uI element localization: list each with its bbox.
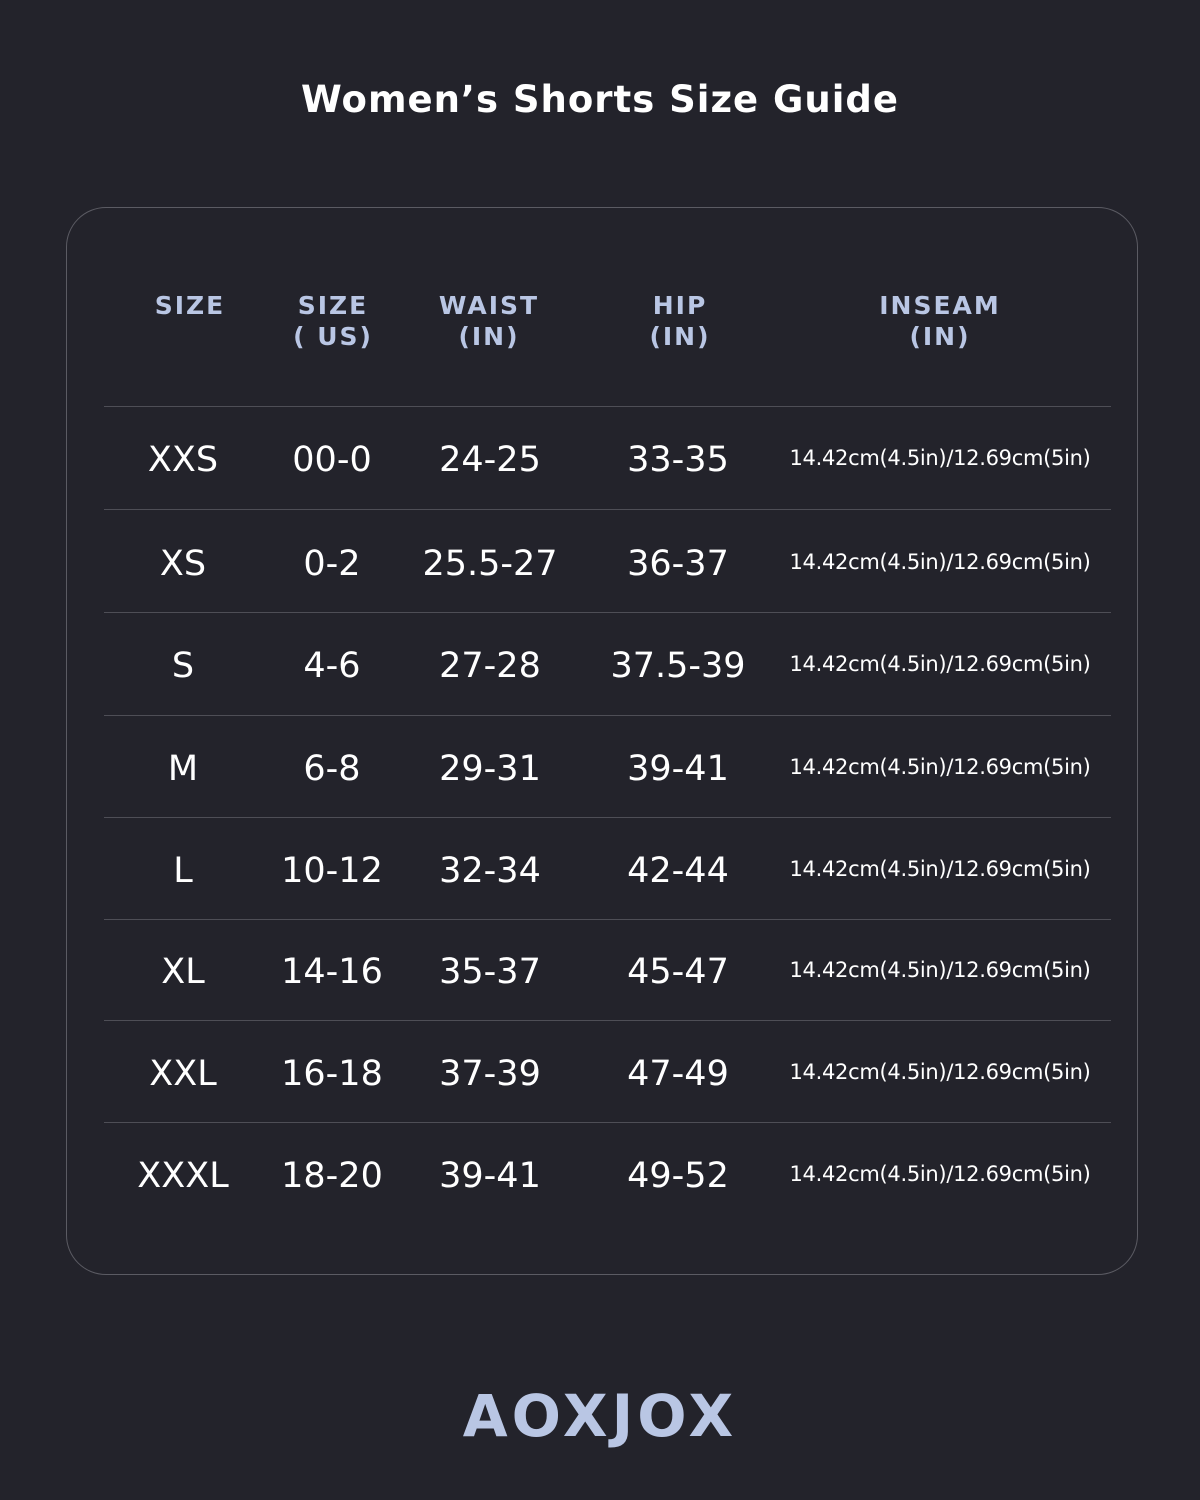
row-divider: [104, 817, 1111, 818]
size-chart-card: [66, 207, 1138, 1275]
row-divider: [104, 509, 1111, 510]
hip-header: [580, 290, 780, 352]
cell-waist: 32-34: [439, 851, 541, 891]
row-divider: [104, 1122, 1111, 1123]
cell-hip: 39-41: [627, 749, 729, 789]
cell-us: 14-16: [281, 952, 383, 992]
inseam-header-line2: (IN): [909, 322, 971, 351]
waist-header-line1: WAIST: [438, 291, 540, 320]
cell-waist: 27-28: [439, 646, 541, 686]
cell-inseam: 14.42cm(4.5in)/12.69cm(5in): [789, 755, 1091, 779]
size-us-header-line2: ( US): [293, 322, 373, 351]
row-divider: [104, 715, 1111, 716]
row-divider: [104, 1020, 1111, 1021]
page-title: Women’s Shorts Size Guide: [301, 78, 899, 121]
cell-hip: 33-35: [627, 440, 729, 480]
cell-waist: 37-39: [439, 1054, 541, 1094]
cell-us: 00-0: [292, 440, 372, 480]
cell-us: 6-8: [303, 749, 361, 789]
waist-header: [389, 290, 589, 352]
cell-inseam: 14.42cm(4.5in)/12.69cm(5in): [789, 1162, 1091, 1186]
size-header-line1: SIZE: [154, 291, 226, 320]
cell-waist: 25.5-27: [422, 544, 558, 584]
cell-waist: 39-41: [439, 1156, 541, 1196]
brand-logo: AOXJOX: [462, 1382, 738, 1450]
inseam-header-line1: INSEAM: [879, 291, 1001, 320]
cell-inseam: 14.42cm(4.5in)/12.69cm(5in): [789, 550, 1091, 574]
cell-hip: 45-47: [627, 952, 729, 992]
cell-hip: 36-37: [627, 544, 729, 584]
cell-size: XXL: [149, 1054, 217, 1094]
cell-us: 10-12: [281, 851, 383, 891]
cell-inseam: 14.42cm(4.5in)/12.69cm(5in): [789, 446, 1091, 470]
cell-waist: 29-31: [439, 749, 541, 789]
cell-inseam: 14.42cm(4.5in)/12.69cm(5in): [789, 652, 1091, 676]
hip-header-line2: (IN): [649, 322, 711, 351]
cell-size: L: [173, 851, 193, 891]
cell-inseam: 14.42cm(4.5in)/12.69cm(5in): [789, 958, 1091, 982]
cell-us: 0-2: [303, 544, 361, 584]
cell-us: 4-6: [303, 646, 361, 686]
cell-waist: 24-25: [439, 440, 541, 480]
cell-size: XXXL: [137, 1156, 229, 1196]
cell-hip: 49-52: [627, 1156, 729, 1196]
cell-waist: 35-37: [439, 952, 541, 992]
cell-size: M: [167, 749, 199, 789]
row-divider: [104, 919, 1111, 920]
size-us-header-line1: SIZE: [297, 291, 369, 320]
hip-header-line1: HIP: [652, 291, 708, 320]
row-divider: [104, 612, 1111, 613]
waist-header-line2: (IN): [458, 322, 520, 351]
cell-hip: 47-49: [627, 1054, 729, 1094]
cell-us: 16-18: [281, 1054, 383, 1094]
cell-hip: 42-44: [627, 851, 729, 891]
inseam-header: [840, 290, 1040, 352]
cell-inseam: 14.42cm(4.5in)/12.69cm(5in): [789, 1060, 1091, 1084]
cell-size: S: [171, 646, 195, 686]
cell-size: XS: [159, 544, 207, 584]
cell-us: 18-20: [281, 1156, 383, 1196]
cell-inseam: 14.42cm(4.5in)/12.69cm(5in): [789, 857, 1091, 881]
cell-size: XXS: [147, 440, 219, 480]
cell-hip: 37.5-39: [610, 646, 746, 686]
row-divider: [104, 406, 1111, 407]
cell-size: XL: [161, 952, 205, 992]
